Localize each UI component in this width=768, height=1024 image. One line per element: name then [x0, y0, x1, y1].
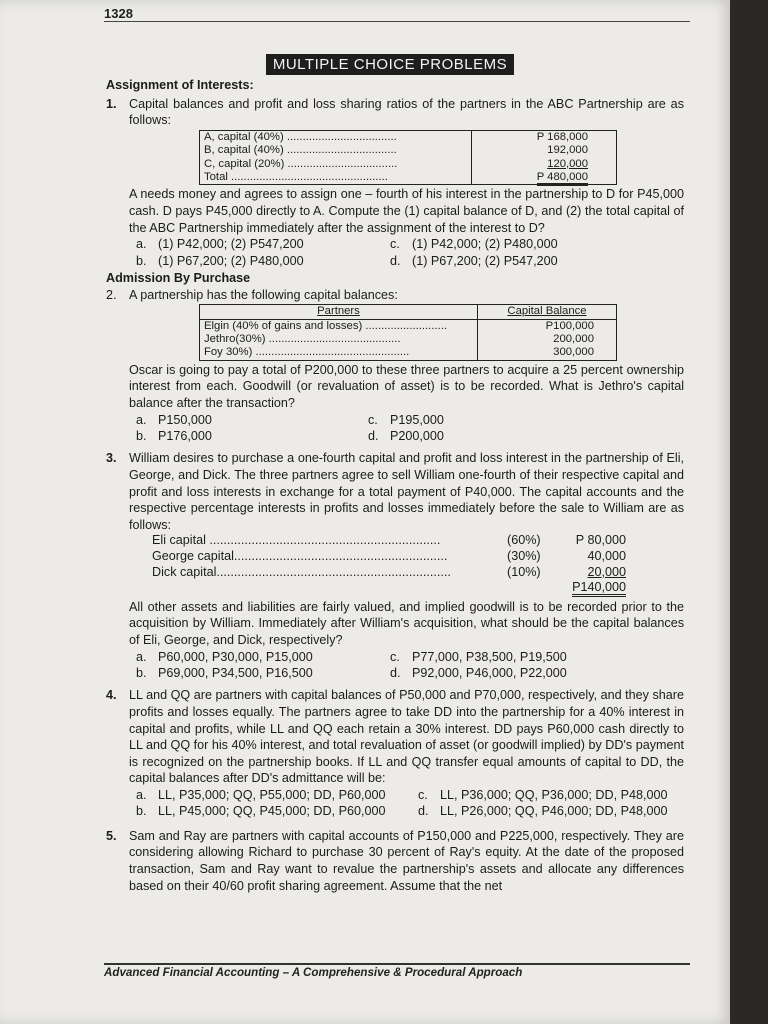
row-percent: (30%): [507, 548, 541, 563]
answer-choices: [136, 649, 684, 682]
row-percent: [507, 580, 559, 596]
row-label: Jethro(30%) ..........................................: [204, 333, 401, 345]
question-body: All other assets and liabilities are fairly valued, and implied goodwill is to be recorded prior to the acquisition by William. Immediately after William's acquisition, what should be the capital balances of Eli, George, and Dick, respectively?: [129, 599, 684, 647]
question-body: Oscar is going to pay a total of P200,000 to these three partners to acquire a 25 percent ownership interest from each. Goodwill (or revaluation of asset) is to be recorded. What is Jethro's capital balance after the transaction?: [129, 362, 684, 410]
question-number: 3.: [106, 451, 117, 466]
section-banner: MULTIPLE CHOICE PROBLEMS: [266, 54, 514, 75]
choice-letter: a.: [136, 787, 147, 802]
choice-letter: a.: [136, 649, 147, 664]
footer-rule: [104, 963, 690, 965]
row-value: 120,000: [547, 157, 588, 170]
choice-letter: c.: [368, 412, 378, 427]
question-5: [106, 828, 684, 894]
table-row: [200, 130, 617, 144]
question-number: 4.: [106, 688, 117, 703]
row-label: Total ..................................................: [204, 171, 388, 183]
partners-table: [199, 304, 617, 361]
question-1: [106, 96, 684, 186]
question-3: [106, 450, 684, 533]
question-intro: A partnership has the following capital balances:: [129, 287, 398, 302]
choice-b: P69,000, P34,500, P16,500: [158, 665, 313, 680]
question-4: [106, 687, 684, 787]
choice-a: P60,000, P30,000, P15,000: [158, 649, 313, 664]
table-header: [200, 305, 617, 319]
row-label: George capital.............................................................: [152, 548, 448, 563]
question-number: 5.: [106, 828, 117, 843]
choice-c: P77,000, P38,500, P19,500: [412, 649, 567, 664]
header-partners: Partners: [200, 305, 478, 319]
row-percent: (60%): [507, 533, 541, 548]
row-value: 20,000: [587, 564, 626, 579]
row-label: C, capital (20%) ...................................: [204, 157, 398, 170]
choice-d: P200,000: [390, 429, 444, 443]
choice-a: (1) P42,000; (2) P547,200: [158, 237, 304, 252]
book-footer: Advanced Financial Accounting – A Comprehensive & Procedural Approach: [104, 966, 523, 979]
row-total: P 480,000: [537, 171, 588, 186]
choice-letter: d.: [390, 665, 401, 680]
page-edge-shadow: [730, 0, 768, 1024]
header-rule: [104, 21, 690, 22]
choice-letter: b.: [136, 253, 147, 268]
choice-c: P195,000: [390, 412, 444, 427]
row-value: 192,000: [472, 144, 617, 157]
row-label: Eli capital ..................................................................: [152, 533, 441, 548]
row-label: A, capital (40%) ...................................: [204, 130, 397, 143]
choice-letter: b.: [136, 804, 147, 819]
choice-letter: a.: [136, 237, 147, 252]
choice-letter: a.: [136, 412, 147, 427]
choice-letter: d.: [418, 804, 429, 819]
capital-table: [199, 130, 617, 186]
choice-a: P150,000: [158, 412, 212, 427]
answer-choices: [136, 236, 684, 269]
row-value: P100,000: [478, 319, 617, 333]
row-value: 40,000: [587, 548, 626, 563]
choice-b: P176,000: [158, 429, 212, 443]
choice-letter: d.: [368, 429, 379, 443]
choice-a: LL, P35,000; QQ, P55,000; DD, P60,000: [158, 787, 386, 802]
choice-d: P92,000, P46,000, P22,000: [412, 665, 567, 680]
choice-letter: b.: [136, 665, 147, 680]
row-label: Dick capital...................................................................: [152, 564, 451, 579]
choice-letter: c.: [418, 787, 428, 802]
row-total: P140,000: [572, 580, 626, 597]
question-number: 2.: [106, 287, 117, 302]
question-number: 1.: [106, 96, 117, 111]
section-heading-assignment: Assignment of Interests:: [106, 78, 254, 92]
table-row: [200, 319, 617, 333]
row-label: Elgin (40% of gains and losses) ..........................: [204, 319, 447, 332]
table-row: [200, 171, 617, 185]
header-capital: Capital Balance: [478, 305, 617, 319]
row-value: P 168,000: [472, 130, 617, 144]
table-row: [200, 333, 617, 346]
question-body: A needs money and agrees to assign one – fourth of his interest in the partnership to D for P45,000 cash. D pays P45,000 directly to A. Compute the (1) capital balance of D, and (2) the total capital of the ABC Partnership immediately after the assignment of the interest to D?: [129, 187, 684, 235]
row-value: P 80,000: [575, 533, 626, 548]
choice-letter: b.: [136, 429, 147, 443]
choice-c: (1) P42,000; (2) P480,000: [412, 237, 558, 252]
choice-letter: c.: [390, 237, 400, 252]
table-row: [200, 346, 617, 360]
row-value: 200,000: [478, 333, 617, 346]
choice-d: LL, P26,000; QQ, P46,000; DD, P48,000: [440, 804, 668, 819]
question-2: [106, 287, 684, 361]
capital-accounts-list: [152, 533, 684, 595]
row-label: B, capital (40%) ...................................: [204, 144, 397, 157]
choice-letter: d.: [390, 253, 401, 268]
table-row: [200, 158, 617, 171]
question-body: Sam and Ray are partners with capital accounts of P150,000 and P225,000, respectively. They are considering allowing Richard to purchase 30 percent of Ray's equity. At the date of the proposed transaction, Sam and Ray want to revalue the partnership's assets and allocate any differences based on their 40/60 profit sharing agreement. Assume that the net: [129, 828, 684, 893]
choice-b: LL, P45,000; QQ, P45,000; DD, P60,000: [158, 804, 386, 819]
answer-choices: [136, 787, 684, 820]
answer-choices: [136, 412, 684, 445]
row-label: [152, 580, 507, 596]
row-label: Foy 30%) .................................................: [204, 346, 410, 359]
question-body: LL and QQ are partners with capital balances of P50,000 and P70,000, respectively, and they share profits and losses equally. The partners agree to take DD into the partnership for a 40% interest in capital and profits, while LL and QQ each retain a 30% interest. DD pays P60,000 cash directly to LL and QQ for his 40% interest, and total revaluation of asset (or goodwill implied) by DD's payment is recognized on the partnership books. If LL and QQ transfer equal amounts of capital to DD, the capital balances after DD's admittance will be:: [129, 688, 684, 786]
page-number: 1328: [104, 6, 133, 21]
page-content: [106, 76, 684, 894]
question-intro: Capital balances and profit and loss sharing ratios of the partners in the ABC Partnership are as follows:: [129, 96, 684, 128]
section-heading-admission: Admission By Purchase: [106, 271, 251, 285]
choice-c: LL, P36,000; QQ, P36,000; DD, P48,000: [440, 787, 668, 802]
row-value: 300,000: [478, 346, 617, 360]
choice-b: (1) P67,200; (2) P480,000: [158, 253, 304, 268]
question-intro: William desires to purchase a one-fourth capital and profit and loss interest in the partnership of Eli, George, and Dick. The three partners agree to sell William one-fourth of their respective capital and profit and loss interests in exchange for a total payment of P40,000. The capital accounts and the respective percentage interests in profits and losses immediately before the sale to William are as follows:: [129, 451, 684, 532]
choice-d: (1) P67,200; (2) P547,200: [412, 253, 558, 268]
row-percent: (10%): [507, 564, 541, 579]
choice-letter: c.: [390, 649, 400, 664]
table-row: [200, 144, 617, 157]
